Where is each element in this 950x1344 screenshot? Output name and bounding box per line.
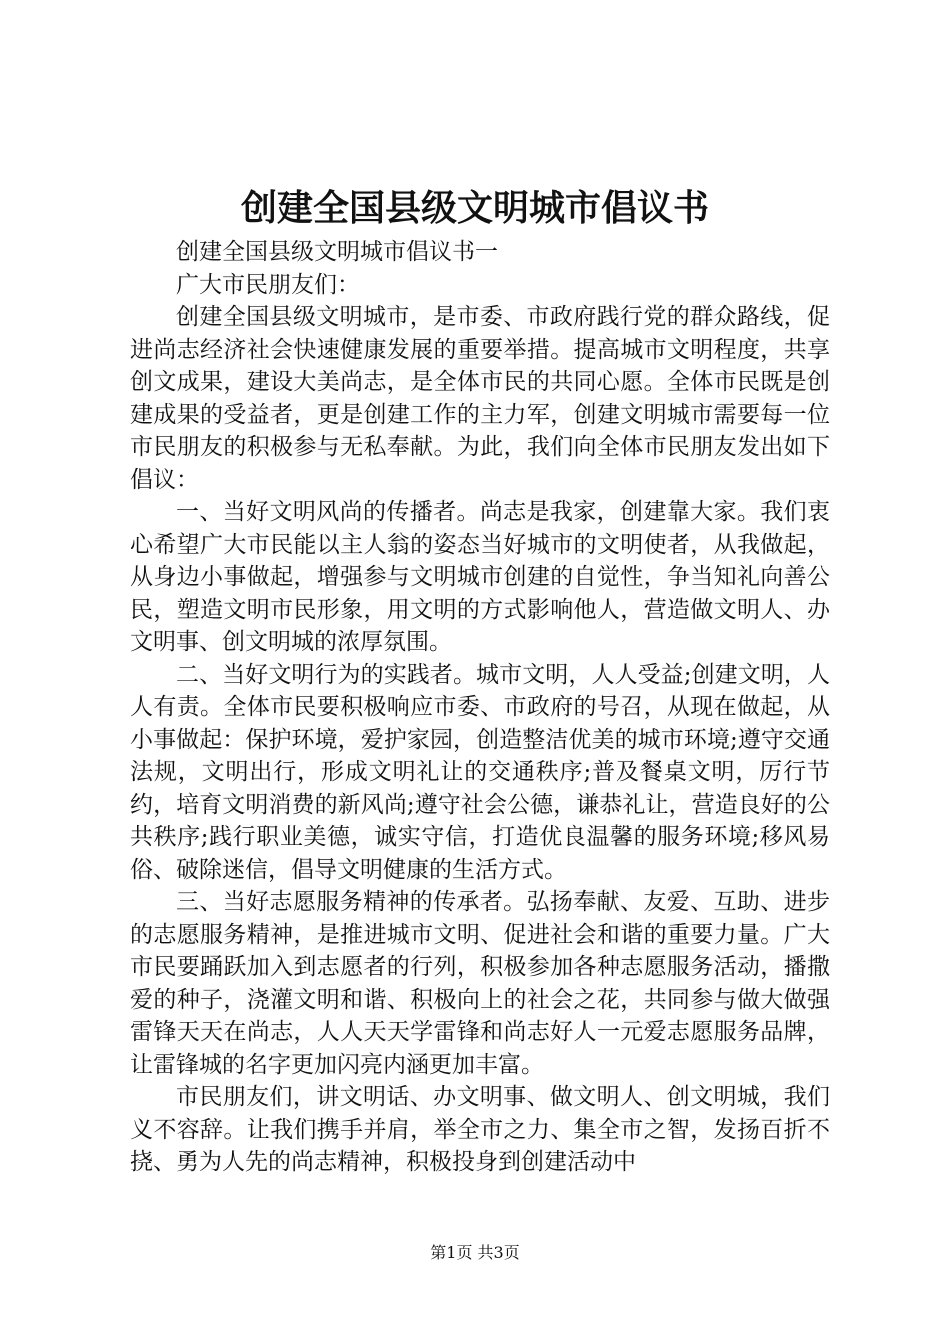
closing-paragraph: 市民朋友们，讲文明话、办文明事、做文明人、创文明城，我们义不容辞。让我们携手并肩，举全市之力、集全市之智，发扬百折不挠、勇为人先的尚志精神，积极投身到创建活动中 bbox=[130, 1084, 830, 1175]
intro-paragraph: 创建全国县级文明城市，是市委、市政府践行党的群众路线，促进尚志经济社会快速健康发展的重要举措。提高城市文明程度，共享创文成果，建设大美尚志，是全体市民的共同心愿。全体市民既是创建成果的受益者，更是创建工作的主力军，创建文明城市需要每一位市民朋友的积极参与无私奉献。为此，我们向全体市民朋友发出如下倡议： bbox=[130, 304, 830, 493]
page-number-footer: 第1页 共3页 bbox=[430, 1243, 520, 1262]
salutation-paragraph: 广大市民朋友们： bbox=[176, 271, 360, 298]
subtitle-paragraph: 创建全国县级文明城市倡议书一 bbox=[176, 239, 498, 265]
proposal-3-paragraph: 三、当好志愿服务精神的传承者。弘扬奉献、友爱、互助、进步的志愿服务精神，是推进城市文明、促进社会和谐的重要力量。广大市民要踊跃加入到志愿者的行列，积极参加各种志愿服务活动，播撒爱的种子，浇灌文明和谐、积极向上的社会之花，共同参与做大做强雷锋天天在尚志，人人天天学雷锋和尚志好人一元爱志愿服务品牌，让雷锋城的名字更加闪亮内涵更加丰富。 bbox=[130, 889, 830, 1078]
document-title: 创建全国县级文明城市倡议书 bbox=[240, 187, 709, 229]
proposal-1-paragraph: 一、当好文明风尚的传播者。尚志是我家，创建靠大家。我们衷心希望广大市民能以主人翁的姿态当好城市的文明使者，从我做起，从身边小事做起，增强参与文明城市创建的自觉性，争当知礼向善公民，塑造文明市民形象，用文明的方式影响他人，营造做文明人、办文明事、创文明城的浓厚氛围。 bbox=[130, 499, 830, 655]
document-body bbox=[130, 236, 830, 1179]
proposal-2-paragraph: 二、当好文明行为的实践者。城市文明，人人受益;创建文明，人人有责。全体市民要积极响应市委、市政府的号召，从现在做起，从小事做起：保护环境，爱护家园，创造整洁优美的城市环境;遵守交通法规，文明出行，形成文明礼让的交通秩序;普及餐桌文明，厉行节约，培育文明消费的新风尚;遵守社会公德，谦恭礼让，营造良好的公共秩序;践行职业美德，诚实守信，打造优良温馨的服务环境;移风易俗、破除迷信，倡导文明健康的生活方式。 bbox=[130, 661, 830, 883]
